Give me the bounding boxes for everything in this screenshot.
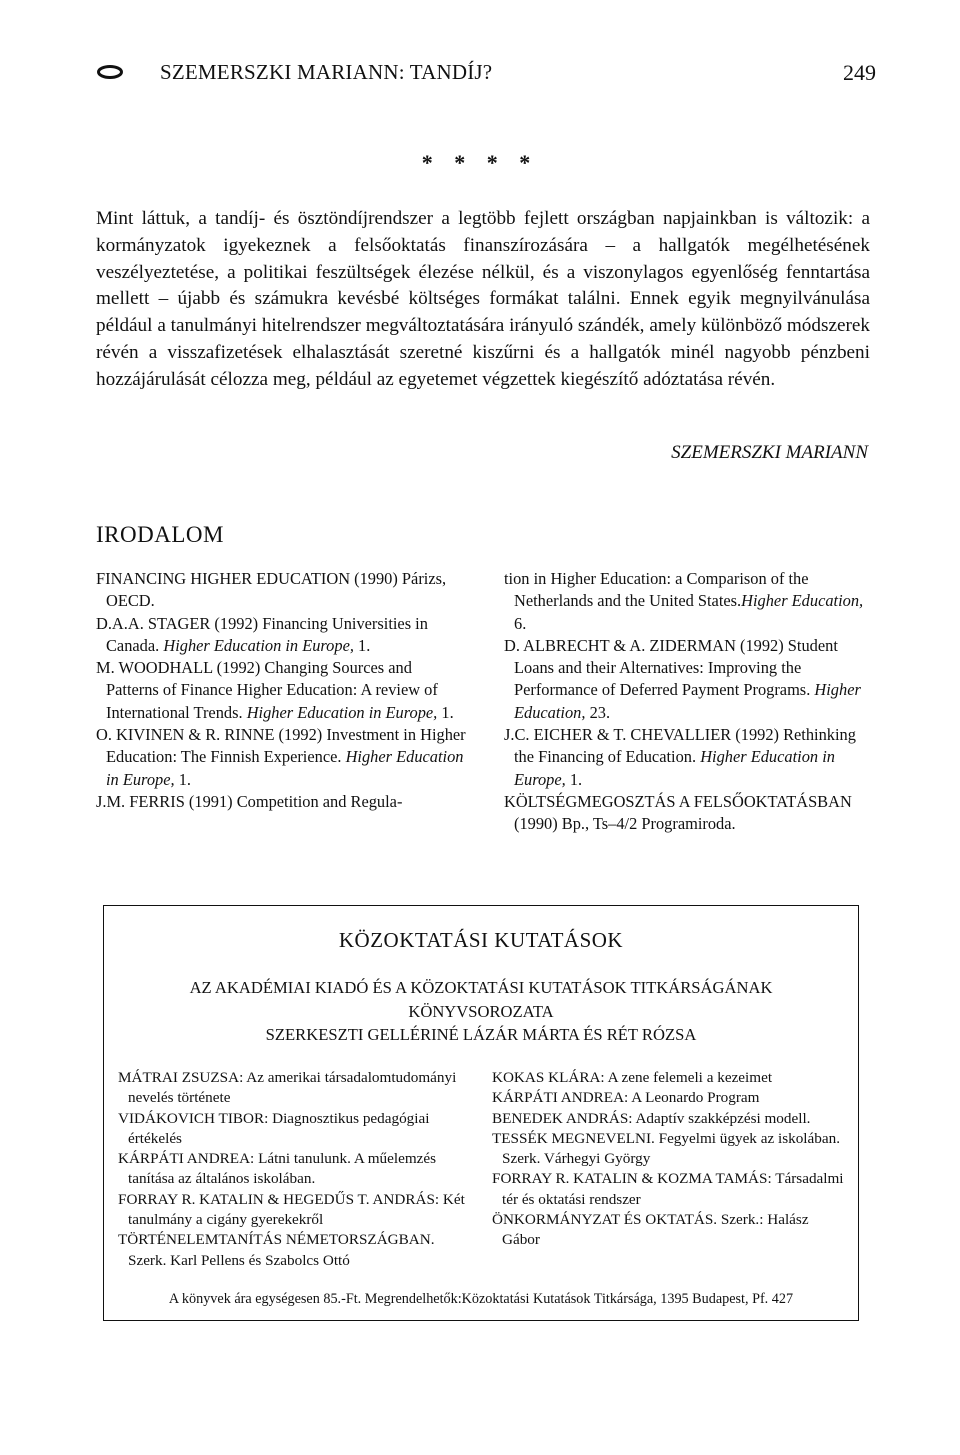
book-item: VIDÁKOVICH TIBOR: Diagnosztikus pedagógiai értékelés: [118, 1109, 430, 1147]
book-item: ÖNKORMÁNYZAT ÉS OKTATÁS. Szerk.: Halász Gábor: [492, 1211, 809, 1249]
reference-item: O. KIVINEN & R. RINNE (1992) Investment in Higher Education: The Finnish Experience. Higher Education in Europe, 1.: [96, 725, 466, 789]
reference-item: FINANCING HIGHER EDUCATION (1990) Párizs, OECD.: [96, 569, 447, 611]
reference-item: tion in Higher Education: a Comparison of the Netherlands and the United States.Higher Education, 6.: [504, 569, 864, 633]
body-paragraph: Mint láttuk, a tandíj- és ösztöndíjrendszer a legtöbb fejlett országban napjainkban is változik: a kormányzatok igyekeznek a felsőoktatás finanszírozására – a hallgatók megélhetésének veszélyeztetése, a politikai feszültségek élezése nélkül, és a viszonylagos egyenlőség fenntartása mellett – újabb és számukra kevésbé költséges formákat találni. Ennek egyik megnyilvánulása például a tanulmányi hitelrendszer megváltoztatására irányuló szándék, amely különböző módszerek révén a visszafizetések elhalasztását szeretné kiszűrni és a hallgatók minél nagyobb pénzbeni hozzájárulását célozza meg, például az egyetemet végzettek kiegészítő adóztatása révén.: [96, 208, 870, 390]
running-title: SZEMERSZKI MARIANN: TANDÍJ?: [160, 60, 493, 84]
reference-item: J.C. EICHER & T. CHEVALLIER (1992) Rethinking the Financing of Education. Higher Education in Europe, 1.: [504, 725, 856, 789]
reference-item: J.M. FERRIS (1991) Competition and Regula-: [96, 791, 403, 811]
author-signature: SZEMERSZKI MARIANN: [671, 442, 868, 463]
book-item: KOKAS KLÁRA: A zene felemeli a kezeimet: [492, 1069, 773, 1086]
book-list: [118, 1068, 844, 1271]
series-editors-line: SZERKESZTI GELLÉRINÉ LÁZÁR MÁRTA ÉS RÉT RÓZSA: [265, 1025, 697, 1044]
page-number: 249: [843, 60, 876, 85]
book-item: KÁRPÁTI ANDREA: Látni tanulunk. A műelemzés tanítása az általános iskolában.: [118, 1150, 437, 1188]
book-item: FORRAY R. KATALIN & KOZMA TAMÁS: Társadalmi tér és oktatási rendszer: [492, 1170, 844, 1208]
section-separator: * * * *: [421, 150, 539, 175]
decorative-oval-icon: [96, 64, 124, 80]
book-item: TESSÉK MEGNEVELNI. Fegyelmi ügyek az iskolában. Szerk. Várhegyi György: [492, 1129, 840, 1168]
book-item: MÁTRAI ZSUZSA: Az amerikai társadalomtudományi nevelés története: [118, 1069, 457, 1107]
book-series-advertisement: [103, 905, 859, 1321]
book-item: KÁRPÁTI ANDREA: A Leonardo Program: [492, 1089, 760, 1107]
reference-item: M. WOODHALL (1992) Changing Sources and Patterns of Finance Higher Education: A review of International Trends. Higher Education in Europe, 1.: [96, 658, 454, 722]
series-title: KÖZOKTATÁSI KUTATÁSOK: [338, 928, 624, 952]
book-list-left: [118, 1068, 470, 1271]
book-item: TÖRTÉNELEMTANÍTÁS NÉMETORSZÁGBAN. Szerk. Karl Pellens és Szabolcs Ottó: [118, 1231, 435, 1269]
book-item: BENEDEK ANDRÁS: Adaptív szakképzési modell.: [492, 1109, 811, 1127]
reference-column-left: [96, 568, 468, 836]
running-header: [96, 58, 876, 94]
reference-item: KÖLTSÉGMEGOSZTÁS A FELSŐOKTATÁSBAN (1990) Bp., Ts–4/2 Programiroda.: [504, 791, 852, 834]
series-subtitle: [104, 976, 858, 1047]
ordering-info: A könyvek ára egységesen 85.-Ft. Megrendelhetők:Közoktatási Kutatások Titkársága, 1395 Budapest, Pf. 427: [168, 1291, 794, 1307]
section-title: IRODALOM: [96, 522, 224, 547]
reference-item: D. ALBRECHT & A. ZIDERMAN (1992) Student Loans and their Alternatives: Improving the Performance of Deferred Payment Programs. Higher Education, 23.: [504, 635, 861, 722]
book-list-right: [492, 1068, 844, 1271]
reference-item: D.A.A. STAGER (1992) Financing Universities in Canada. Higher Education in Europe, 1.: [96, 613, 428, 655]
series-publisher-line: AZ AKADÉMIAI KIADÓ ÉS A KÖZOKTATÁSI KUTATÁSOK TITKÁRSÁGÁNAK: [189, 978, 773, 997]
reference-list: [96, 568, 876, 836]
series-type-line: KÖNYVSOROZATA: [408, 1001, 554, 1021]
reference-column-right: [504, 568, 876, 836]
book-item: FORRAY R. KATALIN & HEGEDŰS T. ANDRÁS: Két tanulmány a cigány gyerekekről: [118, 1190, 465, 1229]
